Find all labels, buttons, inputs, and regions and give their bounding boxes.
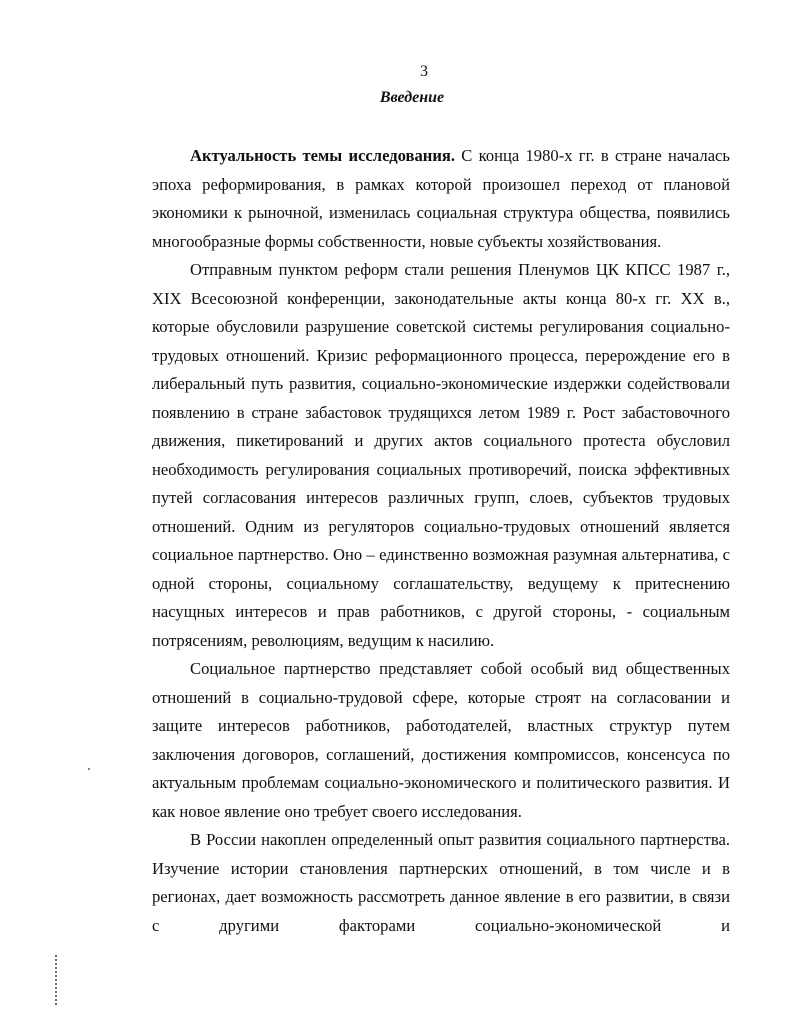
scan-artifact-dot [88,768,90,770]
page-number: 3 [420,63,428,80]
paragraph-text: С конца 1980-х гг. в стране началась эпоха реформирования, в рамках которой произошел переход от плановой экономики к рыночной, изменилась социальная структура общества, появились многообразные формы собственности, новые субъекты хозяйствования. [152,146,730,251]
scan-artifact-mark [55,955,59,1005]
paragraph-1 [152,142,730,256]
paragraph-2: Отправным пунктом реформ стали решения Пленумов ЦК КПСС 1987 г., XIX Всесоюзной конференции, законодательные акты конца 80-х гг. ХХ в., которые обусловили разрушение советской системы регулирования социально-трудовых отношений. Кризис реформационного процесса, перерождение его в либеральный путь развития, социально-экономические издержки содействовали появлению в стране забастовок трудящихся летом 1989 г. Рост забастовочного движения, пикетирований и других актов социального протеста обусловил необходимость регулирования социальных противоречий, поиска эффективных путей согласования интересов различных групп, слоев, субъектов трудовых отношений. Одним из регуляторов социально-трудовых отношений является социальное партнерство. Оно – единственно возможная разумная альтернатива, с одной стороны, социальному соглашательству, ведущему к притеснению насущных интересов и прав работников, с другой стороны, - социальным потрясениям, революциям, ведущим к насилию. [152,260,730,650]
paragraph-3: Социальное партнерство представляет собой особый вид общественных отношений в социально-трудовой сфере, которые строят на согласовании и защите интересов работников, работодателей, властных структур путем заключения договоров, соглашений, достижения компромиссов, консенсуса по актуальным проблемам социально-экономического и политического развития. И как новое явление оно требует своего исследования. [152,659,730,821]
body-text [152,142,730,940]
paragraph-lead: Актуальность темы исследования. [190,146,456,165]
page-title: Введение [379,89,445,106]
paragraph-4: В России накоплен определенный опыт развития социального партнерства. Изучение истории становления партнерских отношений, в том числе и в регионах, дает возможность рассмотреть данное явление в его развитии, в связи с другими факторами социально-экономической и [152,830,730,935]
